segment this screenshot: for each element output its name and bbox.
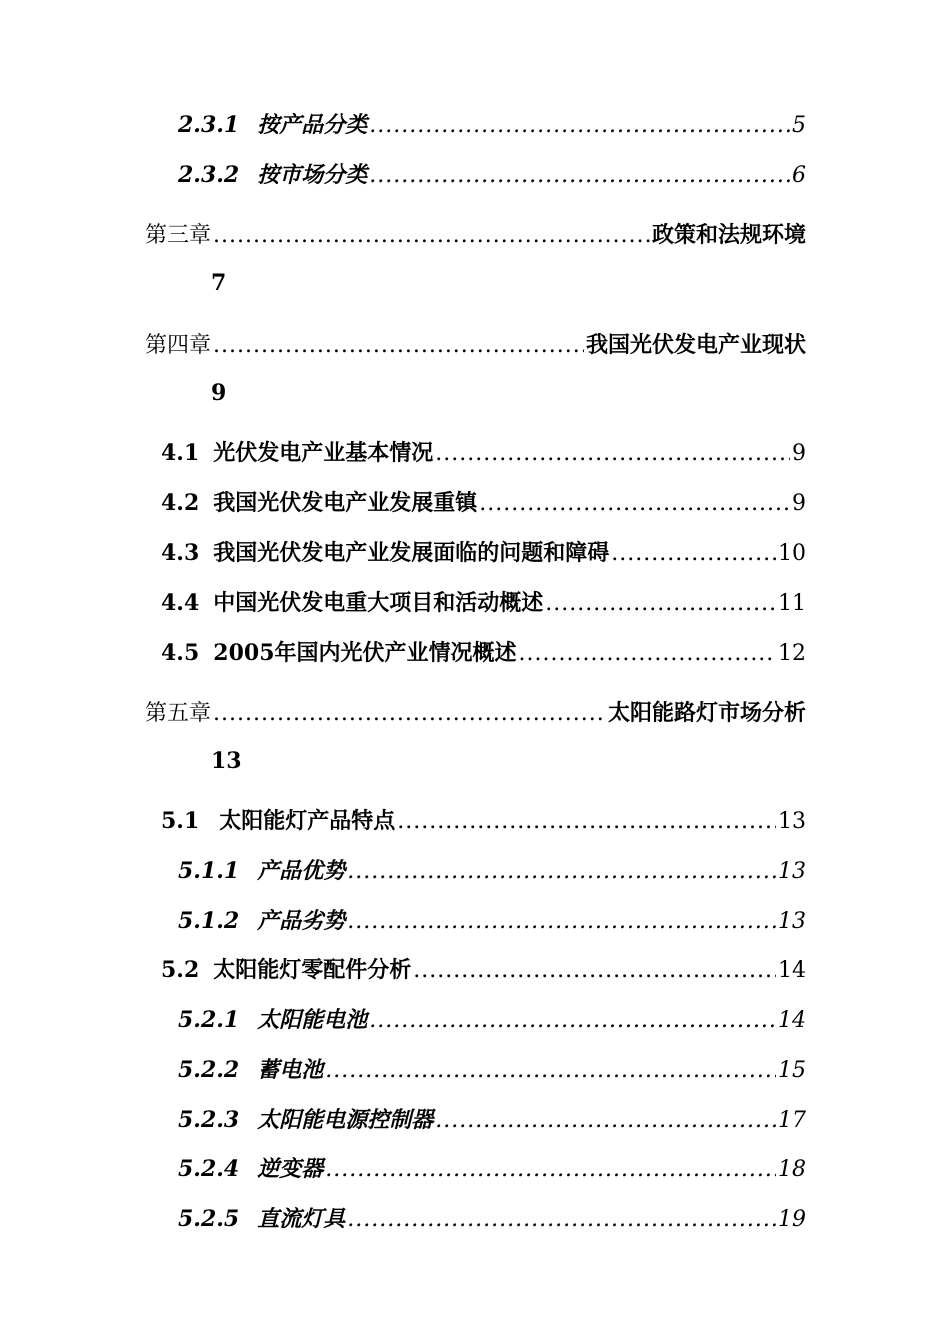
toc-entry[interactable] [178,1100,806,1140]
toc-chapter[interactable] [145,215,806,255]
toc-entry-number: 5.2.4 [178,1156,240,1182]
toc-leader-dots [397,802,776,842]
toc-leader-dots [347,902,776,942]
toc-entry-number: 2.3.1 [178,112,240,138]
toc-entry[interactable] [178,155,806,195]
toc-entry-title: 按产品分类 [257,112,368,138]
toc-entry-page: 12 [778,641,806,666]
toc-entry-number: 5.1.1 [178,858,240,884]
toc-entry[interactable] [161,483,806,523]
toc-entry[interactable] [161,533,806,573]
toc-leader-dots [435,1101,776,1141]
toc-leader-dots [213,216,650,256]
toc-entry[interactable] [178,105,806,145]
toc-entry-title: 我国光伏发电产业发展面临的问题和障碍 [213,540,610,566]
toc-chapter-page: 9 [211,380,227,406]
toc-entry-title: 2005年国内光伏产业情况概述 [213,640,517,666]
toc-entry-number: 5.2.2 [178,1057,240,1083]
toc-chapter[interactable] [145,325,806,365]
toc-entry-number: 5.2 [161,957,200,983]
toc-entry-number: 5.1 [161,808,200,834]
toc-entry[interactable] [178,851,806,891]
toc-leader-dots [213,326,584,366]
toc-leader-dots [325,1051,776,1091]
toc-entry-number: 5.1.2 [178,908,240,934]
toc-entry-page: 11 [778,591,806,616]
toc-leader-dots [479,484,790,524]
toc-entry-page: 14 [778,1008,806,1033]
toc-entry-page: 13 [778,809,806,834]
toc-entry-title: 产品劣势 [257,908,346,934]
toc-entry-page: 14 [778,958,806,983]
toc-entry[interactable] [178,1149,806,1189]
toc-chapter-title: 我国光伏发电产业现状 [585,332,806,358]
toc-entry[interactable] [178,1199,806,1239]
toc-entry-number: 5.2.3 [178,1107,240,1133]
toc-leader-dots [347,852,776,892]
toc-entry-page: 15 [778,1058,806,1083]
toc-entry-title: 产品优势 [257,858,346,884]
toc-chapter-number: 第四章 [145,333,212,358]
toc-leader-dots [545,584,776,624]
toc-chapter-title: 太阳能路灯市场分析 [607,700,806,726]
toc-entry-title: 太阳能电源控制器 [257,1107,434,1133]
toc-leader-dots [519,634,776,674]
toc-entry-number: 4.4 [161,590,200,616]
toc-entry-number: 4.2 [161,490,200,516]
toc-entry-title: 中国光伏发电重大项目和活动概述 [213,590,544,616]
toc-leader-dots [347,1200,776,1240]
toc-entry[interactable] [161,801,806,841]
toc-leader-dots [325,1150,776,1190]
toc-entry[interactable] [161,633,806,673]
toc-chapter-title: 政策和法规环境 [651,222,806,248]
toc-entry-number: 5.2.5 [178,1206,240,1232]
toc-leader-dots [213,694,606,734]
toc-entry-number: 4.3 [161,540,200,566]
toc-chapter-number: 第三章 [145,223,212,248]
toc-entry-title: 太阳能电池 [257,1007,368,1033]
toc-leader-dots [611,534,776,574]
toc-entry-title: 太阳能灯产品特点 [219,808,396,834]
toc-chapter[interactable] [145,693,806,733]
toc-entry-title: 逆变器 [257,1156,324,1182]
toc-leader-dots [413,951,776,991]
toc-entry-title: 我国光伏发电产业发展重镇 [213,490,478,516]
toc-entry-page: 19 [778,1207,806,1232]
toc-leader-dots [369,156,790,196]
toc-entry[interactable] [161,433,806,473]
toc-entry-title: 按市场分类 [257,162,368,188]
toc-entry-title: 直流灯具 [257,1206,346,1232]
toc-entry-title: 蓄电池 [257,1057,324,1083]
toc-entry-page: 5 [792,113,806,138]
toc-chapter-page: 13 [211,748,242,774]
toc-entry[interactable] [161,950,806,990]
toc-entry-title: 太阳能灯零配件分析 [213,957,412,983]
toc-entry-page: 9 [792,491,806,516]
toc-entry-page: 13 [778,859,806,884]
toc-entry-number: 5.2.1 [178,1007,240,1033]
toc-entry[interactable] [178,1050,806,1090]
toc-entry[interactable] [178,1000,806,1040]
toc-entry-number: 4.5 [161,640,200,666]
toc-entry-page: 13 [778,909,806,934]
toc-entry[interactable] [178,901,806,941]
toc-entry-number: 4.1 [161,440,200,466]
toc-entry[interactable] [161,583,806,623]
toc-leader-dots [369,106,790,146]
toc-leader-dots [369,1001,776,1041]
toc-entry-page: 18 [778,1157,806,1182]
toc-entry-title: 光伏发电产业基本情况 [213,440,434,466]
toc-leader-dots [435,434,790,474]
toc-entry-page: 6 [792,163,806,188]
toc-entry-page: 9 [792,441,806,466]
toc-chapter-page: 7 [211,270,227,296]
toc-entry-page: 10 [778,541,806,566]
toc-chapter-number: 第五章 [145,701,212,726]
toc-entry-page: 17 [778,1108,806,1133]
toc-entry-number: 2.3.2 [178,162,240,188]
